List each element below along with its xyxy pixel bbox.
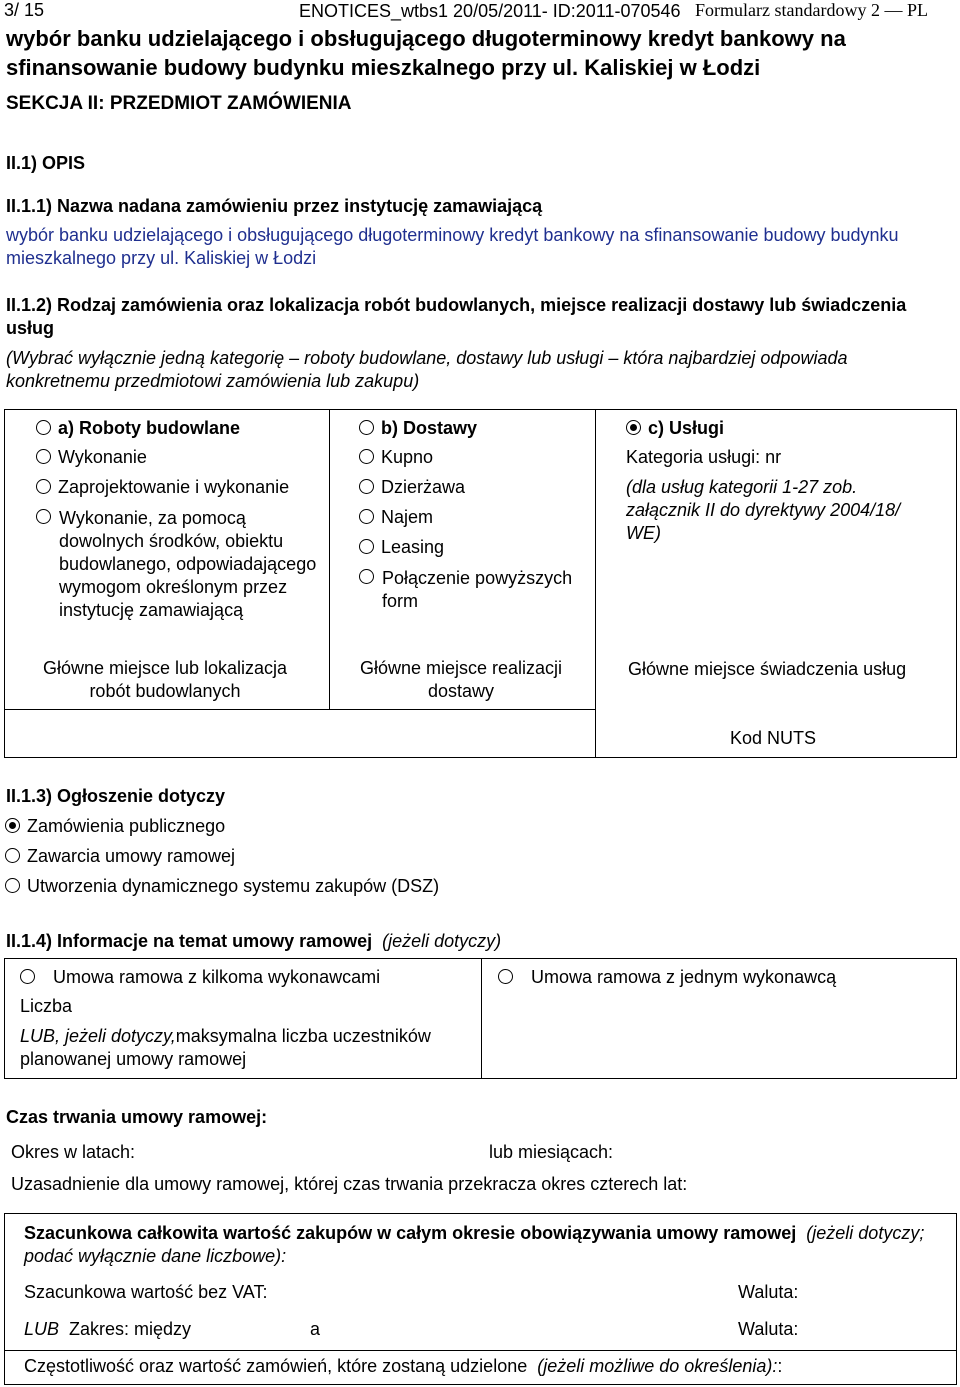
radio-icon[interactable] — [5, 848, 20, 863]
max-participants-lead: LUB, jeżeli dotyczy, — [20, 1026, 176, 1046]
estimate-heading — [24, 1222, 944, 1268]
s111-value: wybór banku udzielającego i obsługującego długoterminowy kredyt bankowy na sfinansowanie budowy budynku mieszkalnego przy ul. Kaliskiej w Łodzi — [6, 225, 899, 268]
radio-icon[interactable] — [5, 878, 20, 893]
max-participants-rest: maksymalna liczba uczestników planowanej umowy ramowej — [20, 1026, 431, 1069]
radio-icon[interactable] — [359, 420, 374, 435]
framework-multi-option[interactable]: Umowa ramowa z kilkoma wykonawcami — [20, 967, 380, 988]
column-divider — [481, 958, 482, 1079]
estimate-range-and: a — [310, 1319, 321, 1339]
range-lub: LUB — [24, 1319, 60, 1339]
radio-icon[interactable] — [36, 420, 51, 435]
radio-icon[interactable] — [20, 969, 35, 984]
s114-title-note: (jeżeli dotyczy) — [382, 931, 502, 951]
frequency-text: Częstotliwość oraz wartość zamówień, które zostaną udzielone — [24, 1356, 528, 1376]
s112-heading: II.1.2) Rodzaj zamówienia oraz lokalizacja robót budowlanych, miejsce realizacji dostawy lub świadczenia usług — [6, 295, 907, 338]
service-category-note: (dla usług kategorii 1-27 zob. załącznik II do dyrektywy 2004/18/ WE) — [626, 477, 901, 543]
s112-note: (Wybrać wyłącznie jedną kategorię – roboty budowlane, dostawy lub usługi – która najbardziej odpowiada konkretnemu przedmiotowi zamówienia lub zakupu) — [6, 348, 848, 391]
services-option[interactable]: c) Usługi — [626, 418, 724, 439]
radio-selected-icon[interactable] — [626, 420, 641, 435]
supplies-option[interactable]: b) Dostawy — [359, 418, 477, 439]
page-number: 3/ 15 — [4, 0, 45, 20]
radio-icon[interactable] — [359, 509, 374, 524]
supplies-place-label: Główne miejsce realizacji dostawy — [359, 658, 563, 701]
s113-option[interactable]: Zawarcia umowy ramowej — [5, 846, 235, 867]
service-category-label: Kategoria usługi: nr — [626, 447, 782, 467]
duration-justification-label: Uzasadnienie dla umowy ramowej, której czas trwania przekracza okres czterech lat: — [11, 1174, 688, 1194]
radio-icon[interactable] — [498, 969, 513, 984]
supplies-suboption[interactable]: Dzierżawa — [359, 477, 465, 498]
estimate-value-label: Szacunkowa wartość bez VAT: — [24, 1282, 268, 1302]
works-suboption[interactable] — [36, 507, 58, 528]
estimate-currency-label-2: Waluta: — [738, 1319, 799, 1339]
notice-id: ENOTICES_wtbs1 20/05/2011- ID:2011-070546 — [299, 1, 681, 21]
works-suboption-label: Wykonanie, za pomocą dowolnych środków, obiektu budowlanego, odpowiadającego wymogom określonym przez instytucję zamawiającą — [59, 508, 317, 620]
estimate-range-label — [24, 1319, 191, 1340]
section-title: SEKCJA II: PRZEDMIOT ZAMÓWIENIA — [6, 93, 352, 114]
s113-option[interactable]: Zamówienia publicznego — [5, 816, 225, 837]
works-suboption[interactable]: Zaprojektowanie i wykonanie — [36, 477, 289, 498]
supplies-suboption[interactable]: Kupno — [359, 447, 433, 468]
radio-selected-icon[interactable] — [5, 818, 20, 833]
s111-heading: II.1.1) Nazwa nadana zamówieniu przez instytucję zamawiającą — [6, 196, 543, 216]
s113-heading: II.1.3) Ogłoszenie dotyczy — [6, 786, 226, 806]
radio-icon[interactable] — [36, 479, 51, 494]
frequency-label — [24, 1356, 782, 1377]
s114-title: II.1.4) Informacje na temat umowy ramowej — [6, 931, 373, 951]
nuts-code-label: Kod NUTS — [730, 728, 817, 748]
estimate-currency-label: Waluta: — [738, 1282, 799, 1302]
document-title: wybór banku udzielającego i obsługującego długoterminowy kredyt bankowy na sfinansowanie budowy budynku mieszkalnego przy ul. Kaliskiej w Łodzi — [6, 26, 846, 80]
services-place-label: Główne miejsce świadczenia usług — [628, 659, 907, 679]
max-participants-label — [20, 1025, 470, 1071]
s113-option[interactable]: Utworzenia dynamicznego systemu zakupów (DSZ) — [5, 876, 439, 897]
duration-heading: Czas trwania umowy ramowej: — [6, 1107, 268, 1127]
range-label: Zakres: między — [69, 1319, 192, 1339]
radio-icon[interactable] — [359, 569, 374, 584]
s114-heading — [6, 931, 501, 952]
works-option[interactable]: a) Roboty budowlane — [36, 418, 240, 439]
column-divider — [329, 409, 330, 710]
radio-icon[interactable] — [36, 509, 51, 524]
supplies-suboption-label: Połączenie powyższych form — [382, 568, 573, 611]
supplies-suboption[interactable] — [359, 567, 381, 588]
radio-icon[interactable] — [359, 479, 374, 494]
row-divider — [4, 709, 596, 710]
form-type: Formularz standardowy 2 — PL — [695, 0, 928, 20]
works-suboption[interactable]: Wykonanie — [36, 447, 147, 468]
participant-count-label: Liczba — [20, 996, 73, 1016]
radio-icon[interactable] — [36, 449, 51, 464]
radio-icon[interactable] — [359, 449, 374, 464]
works-place-label: Główne miejsce lub lokalizacja robót budowlanych — [42, 658, 288, 701]
estimate-title-note: (jeżeli dotyczy; podać wyłącznie dane liczbowe): — [24, 1223, 925, 1266]
supplies-suboption[interactable]: Leasing — [359, 537, 444, 558]
duration-years-label: Okres w latach: — [11, 1142, 136, 1162]
framework-single-option[interactable]: Umowa ramowa z jednym wykonawcą — [498, 967, 836, 988]
radio-icon[interactable] — [359, 539, 374, 554]
row-divider — [4, 1350, 957, 1351]
frequency-colon: : — [777, 1356, 783, 1376]
column-divider — [595, 409, 596, 758]
duration-months-label: lub miesiącach: — [489, 1142, 614, 1162]
frequency-note: (jeżeli możliwe do określenia): — [537, 1356, 778, 1376]
supplies-suboption[interactable]: Najem — [359, 507, 433, 528]
estimate-title: Szacunkowa całkowita wartość zakupów w całym okresie obowiązywania umowy ramowej — [24, 1223, 797, 1243]
opis-heading: II.1) OPIS — [6, 153, 86, 173]
